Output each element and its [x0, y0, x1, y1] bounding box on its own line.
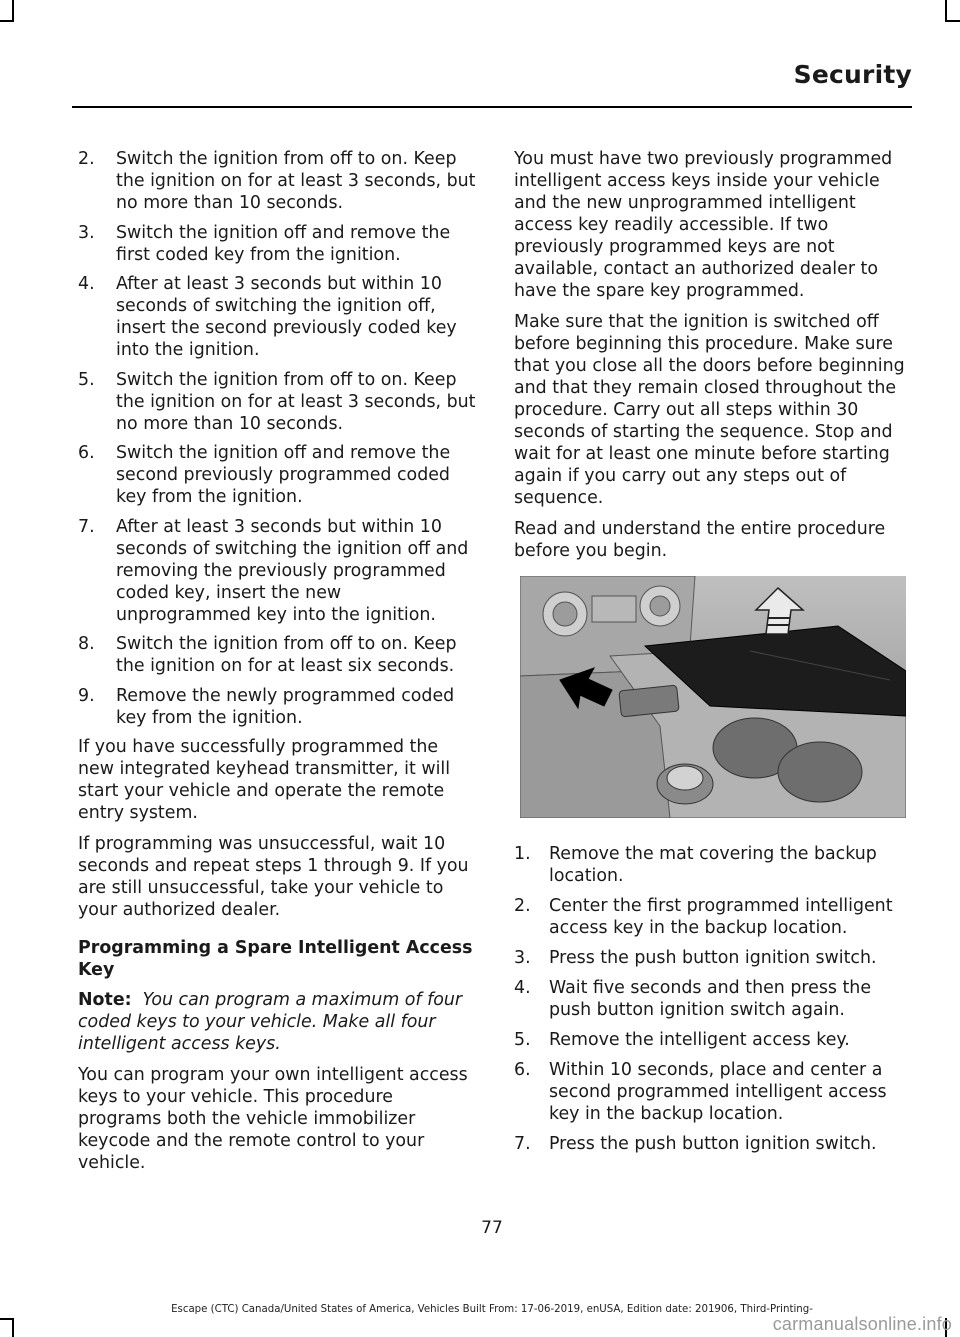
- gear-selector-top: [667, 766, 703, 790]
- step-text: Switch the ignition from off to on. Keep the ignition on for at least 3 seconds, but no more than 10 seconds.: [116, 369, 476, 434]
- crop-mark-bottom-left-h: [0, 1318, 14, 1320]
- note-text: You can program a maximum of four coded keys to your vehicle. Make all four intelligent access keys.: [78, 990, 463, 1054]
- right-column: [514, 148, 910, 1163]
- list-item: [514, 1133, 910, 1155]
- list-item: [78, 516, 476, 626]
- note-label: Note:: [78, 990, 132, 1010]
- step-text: After at least 3 seconds but within 10 seconds of switching the ignition off and removing the previously programmed coded key, insert the new unprogrammed key into the ignition.: [116, 516, 469, 625]
- step-text: Wait five seconds and then press the push button ignition switch again.: [549, 978, 872, 1020]
- header-divider: [72, 106, 912, 108]
- crop-mark-top-right-h: [945, 20, 960, 22]
- paragraph-unsuccessful: If programming was unsuccessful, wait 10 seconds and repeat steps 1 through 9. If you are still unsuccessful, take your vehicle to your authorized dealer.: [78, 834, 469, 920]
- right-knob-center: [650, 596, 670, 616]
- step-text: Remove the intelligent access key.: [549, 1030, 850, 1050]
- step-number: 5.: [78, 369, 95, 390]
- step-text: After at least 3 seconds but within 10 seconds of switching the ignition off, insert the second previously coded key into the ignition.: [116, 274, 457, 360]
- list-item: [78, 685, 476, 729]
- list-item: [78, 442, 476, 508]
- list-item: [78, 222, 476, 266]
- step-text: Switch the ignition off and remove the first coded key from the ignition.: [116, 222, 451, 265]
- watermark: carmanualsonline.info: [772, 1314, 952, 1334]
- backup-location-illustration: [520, 576, 906, 818]
- steps-list-continued: [78, 148, 476, 729]
- note: [78, 989, 476, 1055]
- step-text: Remove the mat covering the backup location.: [549, 844, 877, 886]
- step-number: 6.: [514, 1060, 531, 1080]
- list-item: [514, 895, 910, 939]
- footer-edition-info: Escape (CTC) Canada/United States of America, Vehicles Built From: 17-06-2019, enUSA, Edition date: 201906, Third-Printing-: [171, 1304, 813, 1315]
- step-number: 3.: [514, 948, 531, 968]
- step-text: Switch the ignition from off to on. Keep the ignition on for at least six seconds.: [116, 634, 457, 676]
- page-title: Security: [793, 60, 912, 89]
- list-item: [514, 1059, 910, 1125]
- list-item: [514, 843, 910, 887]
- crop-mark-top-right-v: [945, 0, 947, 22]
- paragraph-read-procedure: Read and understand the entire procedure before you begin.: [514, 519, 886, 561]
- section-heading: Programming a Spare Intelligent Access Key: [78, 938, 473, 980]
- step-number: 8.: [78, 634, 95, 654]
- crop-mark-top-left-v: [12, 0, 14, 22]
- step-number: 2.: [78, 149, 95, 169]
- step-number: 7.: [514, 1134, 531, 1154]
- paragraph-make-sure: Make sure that the ignition is switched off before beginning this procedure. Make sure that you close all the doors before beginning and that they remain closed throughout the procedure. Carry out all steps within 30 seconds of starting the sequence. Stop and wait for at least one minute before starting again if you carry out any steps out of sequence.: [514, 312, 905, 508]
- crop-mark-top-left-h: [0, 20, 14, 22]
- step-number: 1.: [514, 844, 531, 864]
- left-column: [78, 148, 476, 1183]
- page-number: 77: [481, 1218, 503, 1238]
- list-item: [78, 273, 476, 361]
- list-item: [78, 633, 476, 677]
- step-text: Switch the ignition off and remove the second previously programmed coded key from the ignition.: [116, 443, 451, 507]
- step-number: 4.: [78, 274, 95, 294]
- step-number: 9.: [78, 685, 95, 706]
- step-number: 4.: [514, 978, 531, 998]
- left-knob-center: [553, 602, 577, 626]
- step-text: Press the push button ignition switch.: [549, 948, 877, 968]
- step-number: 3.: [78, 222, 95, 243]
- list-item: [514, 947, 910, 969]
- list-item: [78, 148, 476, 214]
- list-item: [514, 1029, 910, 1051]
- step-text: Press the push button ignition switch.: [549, 1134, 877, 1154]
- step-text: Remove the newly programmed coded key from the ignition.: [116, 685, 455, 728]
- paragraph-requirements: You must have two previously programmed intelligent access keys inside your vehicle and the new unprogrammed intelligent access key readily accessible. If two previously programmed keys are not available, contact an authorized dealer to have the spare key programmed.: [514, 149, 893, 301]
- step-number: 7.: [78, 516, 95, 537]
- backup-location-pocket: [619, 685, 679, 717]
- cupholder-right: [778, 742, 862, 802]
- step-number: 5.: [514, 1030, 531, 1050]
- paragraph-success: If you have successfully programmed the new integrated keyhead transmitter, it will start your vehicle and operate the remote entry system.: [78, 737, 451, 823]
- step-text: Within 10 seconds, place and center a second programmed intelligent access key in the backup location.: [549, 1060, 887, 1124]
- step-number: 2.: [514, 896, 531, 916]
- paragraph-program-own: You can program your own intelligent access keys to your vehicle. This procedure programs both the vehicle immobilizer keycode and the remote control to your vehicle.: [78, 1065, 468, 1173]
- list-item: [78, 369, 476, 435]
- climate-buttons: [592, 596, 636, 622]
- list-item: [514, 977, 910, 1021]
- step-text: Center the first programmed intelligent access key in the backup location.: [549, 896, 893, 938]
- crop-mark-bottom-left-v: [12, 1318, 14, 1337]
- step-number: 6.: [78, 443, 95, 463]
- console-illustration-svg: [520, 576, 906, 818]
- step-text: Switch the ignition from off to on. Keep the ignition on for at least 3 seconds, but no more than 10 seconds.: [116, 149, 476, 213]
- steps-list-spare-key: [514, 843, 910, 1155]
